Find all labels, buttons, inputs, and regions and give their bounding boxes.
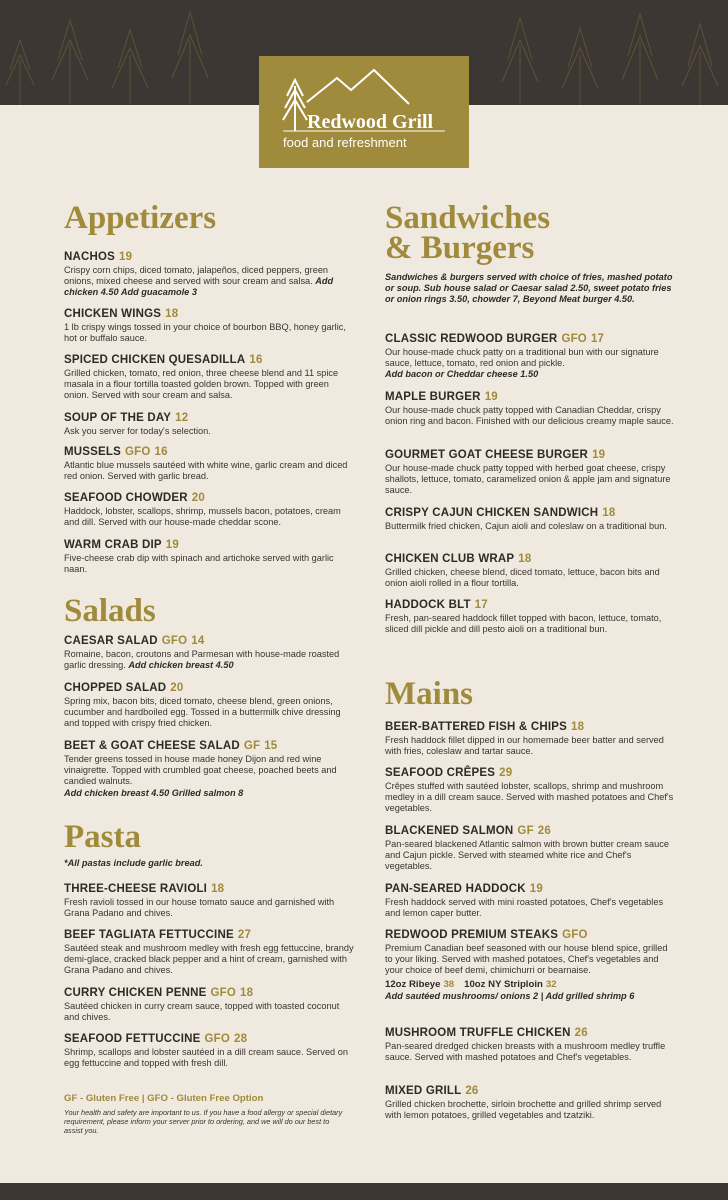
allergy-disclaimer: Your health and safety are important to us. If you have a food allergy or special dietary requirement, please inform your server prior to ordering, and we will do our best to assist you. xyxy=(64,1108,343,1136)
menu-item xyxy=(64,411,354,437)
item-dietary-tag: GFO xyxy=(204,1033,231,1045)
steak-cut-price: 32 xyxy=(545,978,557,990)
item-dietary-tag: GF xyxy=(243,740,261,752)
item-name: PAN-SEARED HADDOCK xyxy=(385,883,526,895)
item-price: 16 xyxy=(249,354,263,366)
item-dietary-tag: GFO xyxy=(161,635,188,647)
item-price: 29 xyxy=(499,767,513,779)
item-name: CURRY CHICKEN PENNE xyxy=(64,987,207,999)
item-addon: Add sautéed mushrooms/ onions 2 | Add grilled shrimp 6 xyxy=(385,990,635,1001)
item-price: 12 xyxy=(175,412,189,424)
menu-item xyxy=(64,739,354,799)
item-description: Fresh, pan-seared haddock fillet topped with bacon, lettuce, tomato, sliced dill pickle and dill pesto aioli on a traditional bun. xyxy=(385,613,662,635)
item-name: BEEF TAGLIATA FETTUCCINE xyxy=(64,929,234,941)
item-name: SPICED CHICKEN QUESADILLA xyxy=(64,354,246,366)
item-description: Our house-made chuck patty topped with Canadian Cheddar, crispy onion ring and bacon. Finished with our delicious creamy maple sauce. xyxy=(385,405,674,427)
menu-item xyxy=(64,681,354,730)
item-description: Atlantic blue mussels sautéed with white wine, garlic cream and diced red onion. Served with garlic bread. xyxy=(64,460,348,482)
item-name: BEET & GOAT CHEESE SALAD xyxy=(64,740,240,752)
item-price: 26 xyxy=(537,825,551,837)
item-name: CHICKEN WINGS xyxy=(64,308,162,320)
item-description: Our house-made chuck patty on a traditional bun with our signature sauce, lettuce, tomato, red onion and pickle. xyxy=(385,347,659,369)
item-name: SEAFOOD FETTUCCINE xyxy=(64,1033,201,1045)
menu-item xyxy=(385,332,675,381)
item-description: Our house-made chuck patty topped with herbed goat cheese, crispy shallots, lettuce, tomato, caramelized onion & apple jam and signature sauce. xyxy=(385,463,671,496)
menu-item xyxy=(385,506,675,532)
item-dietary-tag: GFO xyxy=(210,987,236,999)
steak-cut-label: 10oz NY Striploin xyxy=(464,978,543,990)
item-description: Spring mix, bacon bits, diced tomato, cheese blend, green onions, cucumber and hardboiled egg. Tossed in a buttermilk chive dressing and topped with crispy fried chicken. xyxy=(64,696,341,729)
brand-tagline: food and refreshment xyxy=(283,135,407,150)
item-description: Premium Canadian beef seasoned with our house blend spice, grilled to your liking. Served with mashed potatoes, Chef's vegetables and your choice of beef demi, chimichurri or bearnaise. xyxy=(385,943,668,976)
salads-title: Salads xyxy=(64,593,156,629)
menu-item xyxy=(385,598,675,635)
item-price: 18 xyxy=(570,721,585,733)
item-name: BLACKENED SALMON xyxy=(385,825,514,837)
item-dietary-tag: GFO xyxy=(561,333,587,345)
item-price: 28 xyxy=(234,1033,248,1045)
item-name: CHOPPED SALAD xyxy=(64,682,167,694)
item-addon: Add chicken breast 4.50 xyxy=(128,660,234,671)
item-description: Grilled chicken, tomato, red onion, three cheese blend and 11 spice masala in a flour tortilla toasted golden brown. Topped with green onion. Served with sour cream and salsa. xyxy=(64,368,339,401)
menu-item xyxy=(64,307,354,344)
item-description: Shrimp, scallops and lobster sautéed in a dill cream sauce. Served on egg fettuccine and topped with fresh dill. xyxy=(64,1047,348,1069)
appetizers-title: Appetizers xyxy=(64,200,217,236)
menu-item xyxy=(385,448,675,497)
pasta-note: *All pastas include garlic bread. xyxy=(64,858,203,868)
item-description: Grilled chicken brochette, sirloin brochette and grilled shrimp served with lemon potatoes, grilled vegetables and tzatziki. xyxy=(385,1099,662,1121)
item-addon: Add chicken breast 4.50 Grilled salmon 8 xyxy=(64,787,244,798)
item-dietary-tag: GF xyxy=(517,825,534,837)
item-name: MAPLE BURGER xyxy=(385,391,481,403)
item-description: Grilled chicken, cheese blend, diced tomato, lettuce, bacon bits and onion aioli rolled in a flour tortilla. xyxy=(385,567,660,589)
item-name: GOURMET GOAT CHEESE BURGER xyxy=(385,449,589,461)
brand-name: Redwood Grill xyxy=(307,111,434,133)
item-price: 20 xyxy=(191,492,205,504)
item-price: 20 xyxy=(170,682,184,694)
item-description: Romaine, bacon, croutons and Parmesan with house-made roasted garlic dressing. Add chicken breast 4.50 xyxy=(64,649,340,671)
item-price: 16 xyxy=(154,446,168,458)
item-price: 19 xyxy=(484,391,498,403)
item-addon: Add chicken 4.50 Add guacamole 3 xyxy=(64,276,334,298)
menu-item xyxy=(385,882,675,919)
item-price: 26 xyxy=(574,1027,588,1039)
item-description: Tender greens tossed in house made honey Dijon and red wine vinaigrette. Topped with crumbled goat cheese, poached beets and candied walnuts. xyxy=(64,754,337,787)
item-name: SEAFOOD CHOWDER xyxy=(64,492,188,504)
item-price: 18 xyxy=(518,553,532,565)
item-description: Haddock, lobster, scallops, shrimp, mussels bacon, potatoes, cream and dill. Served with our house-made cheddar scone. xyxy=(64,506,341,528)
mains-title: Mains xyxy=(385,676,474,712)
item-price: 18 xyxy=(211,883,225,895)
item-name: MUSHROOM TRUFFLE CHICKEN xyxy=(385,1027,571,1039)
item-price: 19 xyxy=(529,883,543,895)
item-price: 18 xyxy=(602,507,616,519)
item-name: CRISPY CAJUN CHICKEN SANDWICH xyxy=(385,507,599,519)
item-description: Five-cheese crab dip with spinach and artichoke served with garlic naan. xyxy=(64,553,334,575)
menu-item xyxy=(64,882,354,919)
item-price: 19 xyxy=(592,449,606,461)
menu-item xyxy=(64,250,354,299)
item-name: THREE-CHEESE RAVIOLI xyxy=(64,883,208,895)
footer-band xyxy=(0,1183,728,1200)
item-name: CLASSIC REDWOOD BURGER xyxy=(385,333,558,345)
item-description: Pan-seared blackened Atlantic salmon with brown butter cream sauce and Cajun pickle. Served with steamed white rice and Chef's vegetables. xyxy=(385,839,669,872)
sandwiches-note: Sandwiches & burgers served with choice of fries, mashed potato or soup. Sub house salad or Caesar salad 2.50, sweet potato fries or onion rings 3.50, chowder 7, Beyond Meat burger 4.50. xyxy=(385,272,673,304)
item-description: Fresh ravioli tossed in our house tomato sauce and garnished with Grana Padano and chives. xyxy=(64,897,335,919)
menu-item xyxy=(64,538,354,575)
item-description: Sautéed steak and mushroom medley with fresh egg fettuccine, brandy demi-glace, cracked black pepper and a hint of cream, garnished with Grana Padano and chives. xyxy=(64,943,354,976)
item-name: WARM CRAB DIP xyxy=(64,539,162,551)
item-price: 19 xyxy=(165,539,179,551)
item-description: Fresh haddock served with mini roasted potatoes, Chef's vegetables and lemon caper butter. xyxy=(385,897,664,919)
menu-item xyxy=(385,824,675,873)
burgers-title: & Burgers xyxy=(385,230,535,266)
item-price: 15 xyxy=(264,740,278,752)
menu-item xyxy=(64,928,354,977)
menu-item xyxy=(385,390,675,427)
item-price: 17 xyxy=(474,599,488,611)
item-name: CAESAR SALAD xyxy=(64,635,158,647)
item-description: Crêpes stuffed with sautéed lobster, scallops, shrimp and mushroom medley in a dill cream sauce. Served with mashed potatoes and Chef's vegetables. xyxy=(385,781,674,814)
item-description: 1 lb crispy wings tossed in your choice of bourbon BBQ, honey garlic, hot or buffalo sauce. xyxy=(64,322,346,344)
restaurant-logo xyxy=(259,56,469,168)
item-description: Crispy corn chips, diced tomato, jalapeños, diced peppers, green onions, mixed cheese and served with sour cream and salsa. Add chicken 4.50 Add guacamole 3 xyxy=(64,265,334,298)
menu-item xyxy=(385,766,675,815)
item-addon: Add bacon or Cheddar cheese 1.50 xyxy=(385,369,539,380)
item-name: BEER-BATTERED FISH & CHIPS xyxy=(385,721,567,733)
item-name: SEAFOOD CRÊPES xyxy=(385,767,496,779)
item-name: MUSSELS xyxy=(64,446,121,458)
menu-item xyxy=(64,1032,354,1069)
item-price: 14 xyxy=(191,635,205,647)
item-dietary-tag: GFO xyxy=(125,446,151,458)
item-name: HADDOCK BLT xyxy=(385,599,471,611)
steak-cuts xyxy=(385,979,675,991)
sandwiches-title: Sandwiches xyxy=(385,200,551,236)
pasta-title: Pasta xyxy=(64,819,141,855)
item-name: MIXED GRILL xyxy=(385,1085,462,1097)
item-description: Ask you server for today's selection. xyxy=(64,426,211,436)
menu-item xyxy=(385,928,675,1002)
item-description: Pan-seared dredged chicken breasts with a mushroom medley truffle sauce. Served with mashed potatoes and Chef's vegetables. xyxy=(385,1041,666,1063)
dietary-legend: GF - Gluten Free | GFO - Gluten Free Option xyxy=(64,1093,264,1104)
item-name: REDWOOD PREMIUM STEAKS xyxy=(385,929,559,941)
item-price: 27 xyxy=(237,929,252,941)
menu-item xyxy=(385,1026,675,1063)
item-description: Buttermilk fried chicken, Cajun aioli and coleslaw on a traditional bun. xyxy=(385,521,667,531)
item-price: 19 xyxy=(119,251,133,263)
menu-item xyxy=(64,491,354,528)
menu-item xyxy=(385,720,675,757)
steak-cut-label: 12oz Ribeye xyxy=(385,978,441,990)
item-price: 26 xyxy=(465,1085,479,1097)
item-description: Fresh haddock fillet dipped in our homemade beer batter and served with fries, coleslaw and tartar sauce. xyxy=(385,735,664,757)
item-description: Sautéed chicken in curry cream sauce, topped with toasted coconut and chives. xyxy=(64,1001,340,1023)
item-dietary-tag: GFO xyxy=(562,929,588,941)
item-price: 18 xyxy=(239,987,254,999)
menu-item xyxy=(64,634,354,671)
menu-item xyxy=(64,353,354,402)
menu-item xyxy=(385,552,675,589)
item-name: SOUP OF THE DAY xyxy=(64,412,172,424)
menu-item xyxy=(64,445,354,482)
steak-cut-price: 38 xyxy=(443,978,455,990)
menu-item xyxy=(64,986,354,1023)
item-price: 18 xyxy=(165,308,179,320)
item-price: 17 xyxy=(590,333,605,345)
item-name: NACHOS xyxy=(64,251,116,263)
menu-item xyxy=(385,1084,675,1121)
item-name: CHICKEN CLUB WRAP xyxy=(385,553,515,565)
